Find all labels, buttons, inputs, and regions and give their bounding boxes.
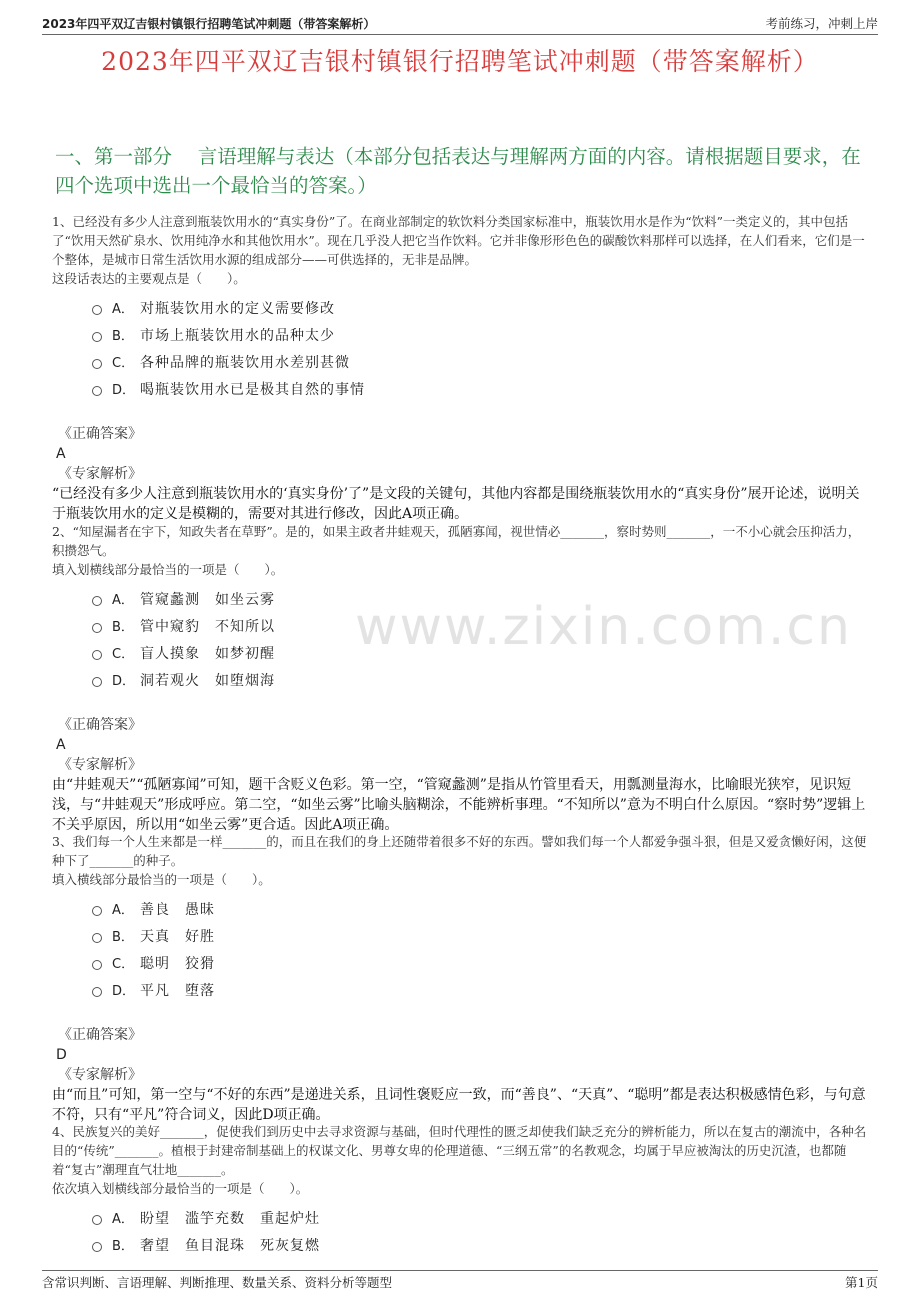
option-d[interactable]: D． 平凡 堕落 xyxy=(92,976,868,1003)
radio-icon[interactable] xyxy=(92,305,102,315)
option-text: 奢望 鱼目混珠 死灰复燃 xyxy=(140,1237,320,1254)
options-list xyxy=(92,895,868,1003)
page-footer xyxy=(42,1270,878,1295)
option-a[interactable]: A． 盼望 滥竽充数 重起炉灶 xyxy=(92,1204,868,1231)
section-heading: 一、第一部分 言语理解与表达（本部分包括表达与理解两方面的内容。请根据题目要求，在四个选项中选出一个最恰当的答案。） xyxy=(55,145,861,197)
option-text: 洞若观火 如堕烟海 xyxy=(140,672,275,689)
question-stem: 2、“知屋漏者在宇下，知政失者在草野”。是的，如果主政者井蛙观天，孤陋寡闻，视世情必_______，察时势则_______，一不小心就会压抑活力，积攒怨气。 xyxy=(52,524,861,558)
option-b[interactable]: B． 天真 好胜 xyxy=(92,922,868,949)
header-doc-title: 2023年四平双辽吉银村镇银行招聘笔试冲刺题（带答案解析） xyxy=(42,17,376,31)
option-b[interactable]: B． 市场上瓶装饮用水的品种太少 xyxy=(92,321,868,348)
question-3 xyxy=(52,832,868,1125)
page-number: 第1页 xyxy=(845,1275,878,1290)
radio-icon[interactable] xyxy=(92,623,102,633)
option-b[interactable]: B． 管中窥豹 不知所以 xyxy=(92,612,868,639)
answer-block xyxy=(52,1025,868,1125)
answer-block xyxy=(52,424,868,524)
question-prompt: 填入横线部分最恰当的一项是（ ）。 xyxy=(52,872,271,887)
footer-note: 含常识判断、言语理解、判断推理、数量关系、资料分析等题型 xyxy=(42,1275,393,1290)
option-a[interactable]: A． 对瓶装饮用水的定义需要修改 xyxy=(92,294,868,321)
explanation-text: 由“而且”可知，第一空与“不好的东西”是递进关系，且词性褒贬应一致，而“善良”、“天真”、“聪明”都是表达积极感情色彩，与句意不符，只有“平凡”符合词义，因此D项正确。 xyxy=(52,1087,866,1123)
radio-icon[interactable] xyxy=(92,960,102,970)
radio-icon[interactable] xyxy=(92,650,102,660)
answer-value: A xyxy=(56,446,66,462)
explanation-text: “已经没有多少人注意到瓶装饮用水的‘真实身份’了”是文段的关键句，其他内容都是围绕瓶装饮用水的“真实身份”展开论述，说明关于瓶装饮用水的定义是模糊的，需要对其进行修改，因此A项正确。 xyxy=(52,486,860,522)
question-stem: 3、我们每一个人生来都是一样_______的，而且在我们的身上还随带着很多不好的东西。譬如我们每一个人都爱争强斗狠，但是又爱贪懒好闲，这便种下了_______的种子。 xyxy=(52,834,867,868)
radio-icon[interactable] xyxy=(92,677,102,687)
option-c[interactable]: C． 聪明 狡猾 xyxy=(92,949,868,976)
page-header xyxy=(42,10,878,35)
option-text: 管中窥豹 不知所以 xyxy=(140,618,275,635)
option-text: 各种品牌的瓶装饮用水差别甚微 xyxy=(140,354,350,371)
radio-icon[interactable] xyxy=(92,359,102,369)
question-prompt: 依次填入划横线部分最恰当的一项是（ ）。 xyxy=(52,1181,309,1196)
option-text: 管窥蠡测 如坐云雾 xyxy=(140,591,275,608)
watermark: www.zixin.com.cn xyxy=(355,597,852,657)
option-d[interactable]: D． 洞若观火 如堕烟海 xyxy=(92,666,868,693)
answer-value: D xyxy=(56,1047,67,1063)
option-text: 天真 好胜 xyxy=(140,928,215,945)
radio-icon[interactable] xyxy=(92,906,102,916)
header-slogan: 考前练习，冲刺上岸 xyxy=(765,16,878,31)
question-4 xyxy=(52,1122,868,1258)
document-title: 2023年四平双辽吉银村镇银行招聘笔试冲刺题（带答案解析） xyxy=(101,47,819,76)
answer-label: 《正确答案》 xyxy=(58,426,142,442)
answer-label: 《正确答案》 xyxy=(58,717,142,733)
radio-icon[interactable] xyxy=(92,386,102,396)
options-list xyxy=(92,294,868,402)
answer-label: 《正确答案》 xyxy=(58,1027,142,1043)
radio-icon[interactable] xyxy=(92,987,102,997)
radio-icon[interactable] xyxy=(92,596,102,606)
option-text: 善良 愚昧 xyxy=(140,901,215,918)
options-list xyxy=(92,585,868,693)
radio-icon[interactable] xyxy=(92,332,102,342)
answer-block xyxy=(52,715,868,835)
question-stem: 4、民族复兴的美好_______，促使我们到历史中去寻求资源与基础，但时代理性的匮乏却使我们缺乏充分的辨析能力，所以在复古的潮流中，各种名目的“传统”_______。植根于封建帝制基础上的权谋文化、男尊女卑的伦理道德、“三纲五常”的名教观念，均属于早应被淘汰的历史沉渣，也都随着“复古”潮理直气壮地_______。 xyxy=(52,1124,867,1177)
option-a[interactable]: A． 善良 愚昧 xyxy=(92,895,868,922)
explanation-label: 《专家解析》 xyxy=(58,1067,142,1083)
option-d[interactable]: D． 喝瓶装饮用水已是极其自然的事情 xyxy=(92,375,868,402)
option-c[interactable]: C． 盲人摸象 如梦初醒 xyxy=(92,639,868,666)
explanation-label: 《专家解析》 xyxy=(58,757,142,773)
options-list xyxy=(92,1204,868,1258)
option-text: 平凡 堕落 xyxy=(140,982,215,999)
option-c[interactable]: C． 各种品牌的瓶装饮用水差别甚微 xyxy=(92,348,868,375)
option-text: 盲人摸象 如梦初醒 xyxy=(140,645,275,662)
question-prompt: 这段话表达的主要观点是（ ）。 xyxy=(52,271,246,286)
option-text: 盼望 滥竽充数 重起炉灶 xyxy=(140,1210,320,1227)
option-text: 喝瓶装饮用水已是极其自然的事情 xyxy=(140,381,365,398)
question-1 xyxy=(52,212,868,524)
question-2 xyxy=(52,522,868,835)
option-a[interactable]: A． 管窥蠡测 如坐云雾 xyxy=(92,585,868,612)
explanation-label: 《专家解析》 xyxy=(58,466,142,482)
question-prompt: 填入划横线部分最恰当的一项是（ ）。 xyxy=(52,562,284,577)
question-stem: 1、已经没有多少人注意到瓶装饮用水的“真实身份”了。在商业部制定的软饮料分类国家标准中，瓶装饮用水是作为“饮料”一类定义的，其中包括了“饮用天然矿泉水、饮用纯净水和其他饮用水”。现在几乎没人把它当作饮料。它并非像形形色色的碳酸饮料那样可以选择，在人们看来，它们是一个整体，是城市日常生活饮用水源的组成部分——可供选择的，无非是品牌。 xyxy=(52,214,865,267)
radio-icon[interactable] xyxy=(92,1215,102,1225)
explanation-text: 由“井蛙观天”“孤陋寡闻”可知，题干含贬义色彩。第一空，“管窥蠡测”是指从竹管里看天，用瓢测量海水，比喻眼光狭窄，见识短浅，与“井蛙观天”形成呼应。第二空，“如坐云雾”比喻头脑糊涂，不能辨析事理。“不知所以”意为不明白什么原因。“察时势”逻辑上不关乎原因，所以用“如坐云雾”更合适。因此A项正确。 xyxy=(52,777,866,833)
option-text: 聪明 狡猾 xyxy=(140,955,215,972)
radio-icon[interactable] xyxy=(92,933,102,943)
radio-icon[interactable] xyxy=(92,1242,102,1252)
option-b[interactable]: B． 奢望 鱼目混珠 死灰复燃 xyxy=(92,1231,868,1258)
option-text: 市场上瓶装饮用水的品种太少 xyxy=(140,327,335,344)
answer-value: A xyxy=(56,737,66,753)
option-text: 对瓶装饮用水的定义需要修改 xyxy=(140,300,335,317)
